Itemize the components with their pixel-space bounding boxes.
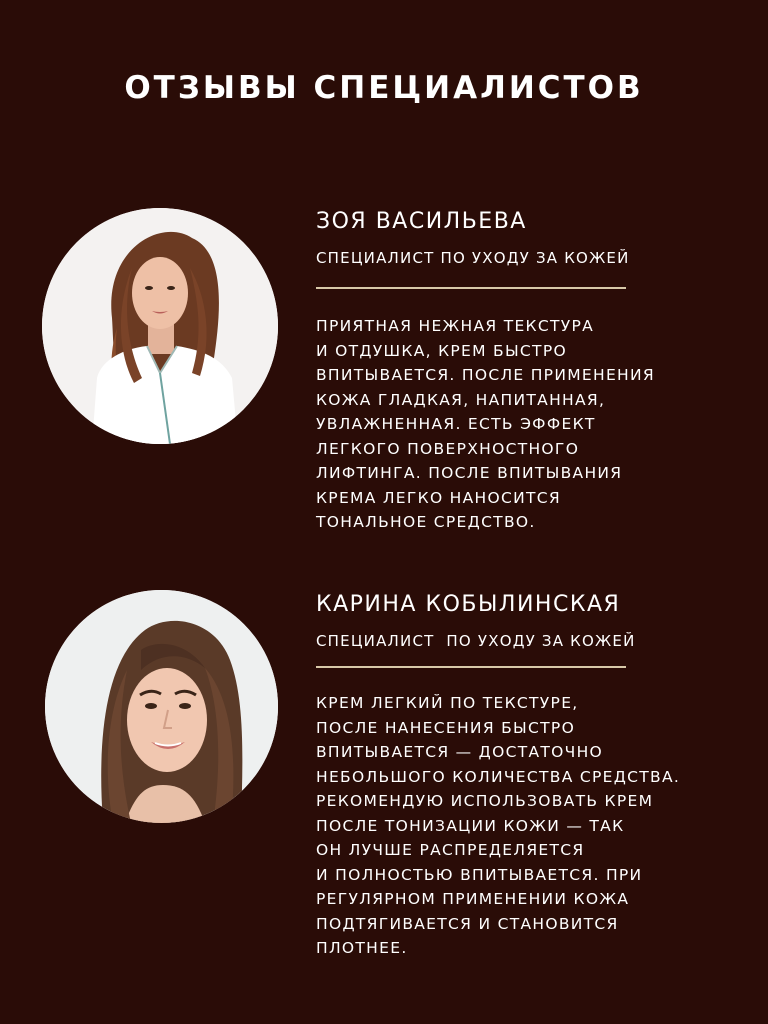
review-text-line: ЛЕГКОГО ПОВЕРХНОСТНОГО — [316, 439, 580, 458]
review-text-line: ПРИЯТНАЯ НЕЖНАЯ ТЕКСТУРА — [316, 317, 595, 335]
review-text-line: НЕБОЛЬШОГО КОЛИЧЕСТВА СРЕДСТВА. — [316, 767, 681, 786]
review-text-line: И ПОЛНОСТЬЮ ВПИТЫВАЕТСЯ. ПРИ — [316, 865, 643, 884]
portrait-photo — [45, 590, 278, 823]
reviewer-role: СПЕЦИАЛИСТ ПО УХОДУ ЗА КОЖЕЙ — [316, 632, 636, 650]
portrait-photo — [42, 208, 278, 444]
review-text-line: ПОСЛЕ НАНЕСЕНИЯ БЫСТРО — [316, 718, 576, 737]
review-text-line: ОН ЛУЧШЕ РАСПРЕДЕЛЯЕТСЯ — [316, 841, 585, 859]
review-text-line: ВПИТЫВАЕТСЯ. ПОСЛЕ ПРИМЕНЕНИЯ — [316, 366, 655, 384]
review-text-line: УВЛАЖНЕННАЯ. ЕСТЬ ЭФФЕКТ — [316, 415, 596, 433]
page-title: ОТЗЫВЫ СПЕЦИАЛИСТОВ — [124, 70, 644, 106]
review-text-line: И ОТДУШКА, КРЕМ БЫСТРО — [316, 341, 567, 360]
avatar — [42, 208, 278, 444]
review-text-line: РЕКОМЕНДУЮ ИСПОЛЬЗОВАТЬ КРЕМ — [316, 792, 654, 810]
review-text-line: ПЛОТНЕЕ. — [316, 939, 408, 957]
review-text — [316, 691, 756, 961]
divider — [316, 666, 626, 668]
review-text-line: ЛИФТИНГА. ПОСЛЕ ВПИТЫВАНИЯ — [316, 464, 623, 482]
review-text-line: ПОСЛЕ ТОНИЗАЦИИ КОЖИ — ТАК — [316, 816, 625, 835]
review-text-line: ТОНАЛЬНОЕ СРЕДСТВО. — [316, 513, 536, 531]
reviewer-name: КАРИНА КОБЫЛИНСКАЯ — [316, 592, 621, 617]
review-text-line: ПОДТЯГИВАЕТСЯ И СТАНОВИТСЯ — [316, 914, 619, 933]
review-text-line: РЕГУЛЯРНОМ ПРИМЕНЕНИИ КОЖА — [316, 890, 630, 908]
review-text-line: КРЕМА ЛЕГКО НАНОСИТСЯ — [316, 488, 561, 507]
reviewer-role: СПЕЦИАЛИСТ ПО УХОДУ ЗА КОЖЕЙ — [316, 249, 630, 267]
review-text — [316, 314, 756, 535]
review-text-line: КРЕМ ЛЕГКИЙ ПО ТЕКСТУРЕ, — [316, 694, 579, 712]
review-text-line: ВПИТЫВАЕТСЯ — ДОСТАТОЧНО — [316, 743, 604, 761]
avatar — [45, 590, 278, 823]
divider — [316, 287, 626, 289]
reviewer-name: ЗОЯ ВАСИЛЬЕВА — [316, 209, 527, 234]
review-text-line: КОЖА ГЛАДКАЯ, НАПИТАННАЯ, — [316, 390, 606, 409]
